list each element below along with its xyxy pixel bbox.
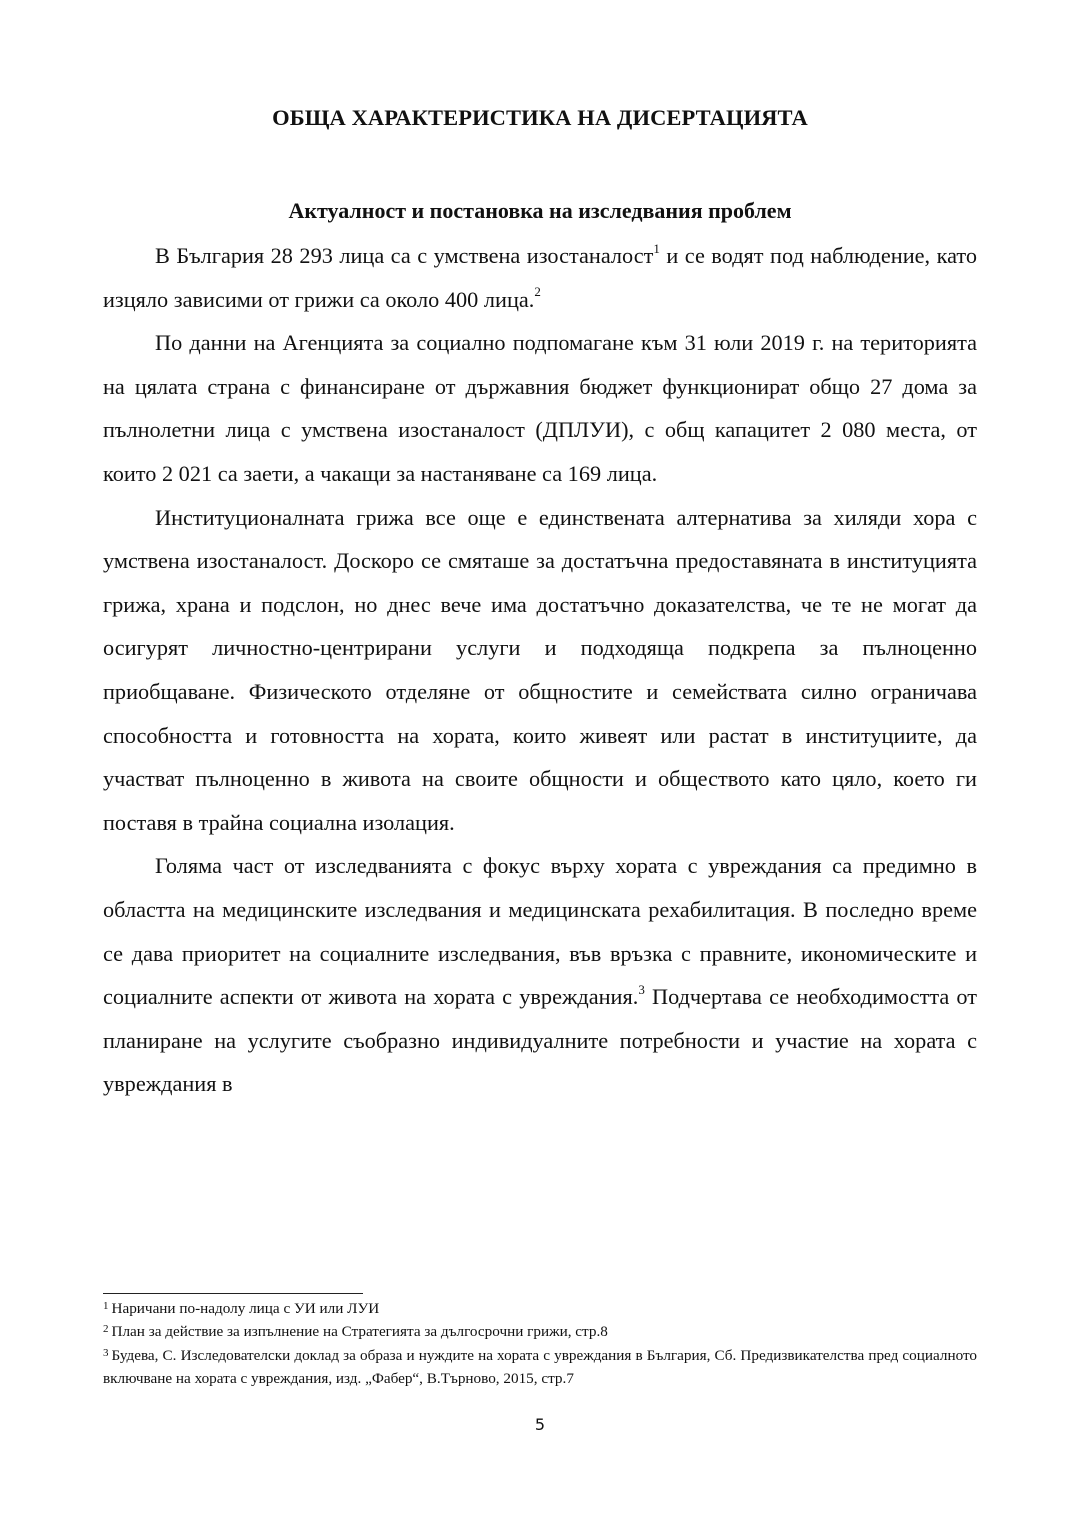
body-text bbox=[103, 234, 977, 1106]
footnote-mark-2: 2 bbox=[103, 1323, 109, 1336]
paragraph-1 bbox=[103, 234, 977, 321]
section-heading: Актуалност и постановка на изследвания проблем bbox=[288, 198, 792, 223]
footnote-2 bbox=[103, 1321, 977, 1344]
paragraph-3: Институционалната грижа все още е единствената алтернатива за хиляди хора с умствена изостаналост. Доскоро се смяташе за достатъчна предоставяната в институцията грижа, храна и подслон, но днес вече има достатъчно доказателства, че те не могат да осигурят личностно-центрирани услуги и подходяща подкрепа за пълноценно приобщаване. Физическото отделяне от общностите и семействата силно ограничава способността и готовността на хората, които живеят или растат в институциите, да участват пълноценно в живота на своите общности и обществото като цяло, което ги поставя в трайна социална изолация. bbox=[103, 504, 977, 835]
paragraph-1-text-b: и се водят под наблюдение, като изцяло зависими от грижи са около 400 лица. bbox=[103, 243, 977, 312]
footnote-text-2: План за действие за изпълнение на Стратегията за дългосрочни грижи, стр.8 bbox=[111, 1323, 608, 1341]
footnote-text-3: Будева, С. Изследователски доклад за образа и нуждите на хората с увреждания в България, Сб. Предизвикателства пред социалното включване на хората с увреждания, изд. „Фабер“, В.Търново, 2015, стр.7 bbox=[103, 1346, 977, 1388]
footnote-ref-2[interactable]: 2 bbox=[534, 284, 541, 300]
footnote-separator bbox=[103, 1293, 363, 1294]
footnote-ref-3[interactable]: 3 bbox=[638, 981, 645, 997]
paragraph-4 bbox=[103, 844, 977, 1106]
page-number: 5 bbox=[534, 1415, 546, 1434]
paragraph-4-text-a: Голяма част от изследванията с фокус върху хората с увреждания са предимно в областта на медицинските изследвания и медицинската рехабилитация. В последно време се дава приоритет на социалните изследвания, във връзка с правните, икономическите и социалните аспекти от живота на хората с увреждания. bbox=[103, 853, 977, 1010]
footnote-1 bbox=[103, 1298, 977, 1321]
footnote-mark-1: 1 bbox=[103, 1300, 109, 1312]
paragraph-4-text-b: Подчертава се необходимостта от планиране на услугите съобразно индивидуалните потребности и участие на хората с увреждания в bbox=[103, 984, 978, 1097]
paragraph-2: По данни на Агенцията за социално подпомагане към 31 юли 2019 г. на територията на цялата страна с финансиране от държавния бюджет функционират общо 27 дома за пълнолетни лица с умствена изостаналост (ДПЛУИ), с общ капацитет 2 080 места, от които 2 021 са заети, а чакащи за настаняване са 169 лица. bbox=[103, 330, 977, 486]
footnote-3 bbox=[103, 1345, 977, 1390]
footnote-mark-3: 3 bbox=[103, 1346, 109, 1359]
page-title: ОБЩА ХАРАКТЕРИСТИКА НА ДИСЕРТАЦИЯТА bbox=[272, 105, 808, 130]
paragraph-1-text-a: В България 28 293 лица са с умствена изостаналост bbox=[155, 243, 654, 268]
footnote-ref-1[interactable]: 1 bbox=[653, 240, 660, 256]
footnote-text-1: Наричани по-надолу лица с УИ или ЛУИ bbox=[111, 1300, 380, 1317]
footnotes bbox=[103, 1298, 977, 1390]
